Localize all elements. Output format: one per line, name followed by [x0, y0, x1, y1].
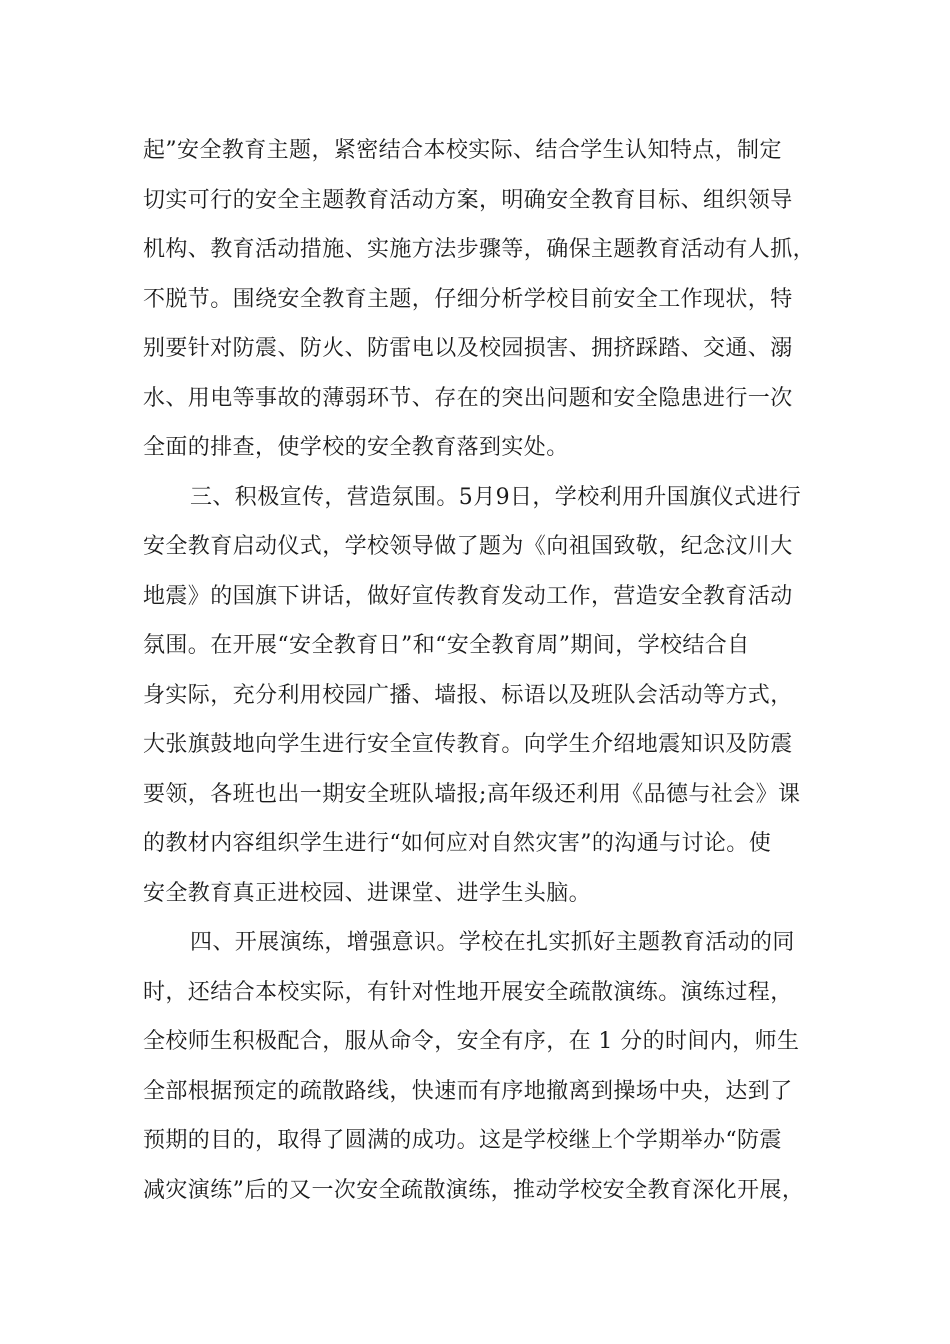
text-line: 预期的目的，取得了圆满的成功。这是学校继上个学期举办“防震 [143, 1128, 782, 1153]
text-line: 要领，各班也出一期安全班队墙报;高年级还利用《品德与社会》课 [143, 781, 801, 807]
text-line: 水、用电等事故的薄弱环节、存在的突出问题和安全隐患进行一次 [143, 385, 793, 411]
text-line: 身实际，充分利用校园广播、墙报、标语以及班队会活动等方式， [143, 682, 793, 708]
text-line: 安全教育真正进校园、进课堂、进学生头脑。 [143, 880, 592, 906]
text-line: 的教材内容组织学生进行“如何应对自然灾害”的沟通与讨论。使 [143, 831, 772, 856]
text-line: 减灾演练”后的又一次安全疏散演练，推动学校安全教育深化开展， [143, 1177, 805, 1203]
text-line: 地震》的国旗下讲话，做好宣传教育发动工作，营造安全教育活动 [143, 583, 793, 609]
paragraph-start-line: 三、积极宣传，营造氛围。5月9日，学校利用升国旗仪式进行 [190, 484, 802, 510]
paragraph-start-line: 四、开展演练，增强意识。学校在扎实抓好主题教育活动的同 [190, 930, 795, 955]
text-line: 切实可行的安全主题教育活动方案，明确安全教育目标、组织领导 [143, 187, 793, 213]
text-line: 全校师生积极配合，服从命令，安全有序，在 1 分的时间内，师生 [143, 1029, 800, 1054]
text-line: 全面的排查，使学校的安全教育落到实处。 [143, 435, 569, 460]
body-text [143, 126, 823, 1215]
text-line: 机构、教育活动措施、实施方法步骤等，确保主题教育活动有人抓， [143, 237, 816, 262]
text-line: 别要针对防震、防火、防雷电以及校园损害、拥挤踩踏、交通、溺 [143, 336, 793, 361]
text-line: 安全教育启动仪式，学校领导做了题为《向祖国致敬，纪念汶川大 [143, 534, 793, 559]
text-line: 氛围。在开展“安全教育日”和“安全教育周”期间，学校结合自 [143, 633, 750, 658]
text-line: 全部根据预定的疏散路线，快速而有序地撤离到操场中央，达到了 [143, 1078, 793, 1104]
text-line: 起”安全教育主题，紧密结合本校实际、结合学生认知特点，制定 [143, 138, 782, 163]
text-line: 大张旗鼓地向学生进行安全宣传教育。向学生介绍地震知识及防震 [143, 732, 793, 757]
text-line: 时，还结合本校实际，有针对性地开展安全疏散演练。演练过程， [143, 979, 793, 1005]
text-line: 不脱节。围绕安全教育主题，仔细分析学校目前安全工作现状，特 [143, 286, 793, 312]
